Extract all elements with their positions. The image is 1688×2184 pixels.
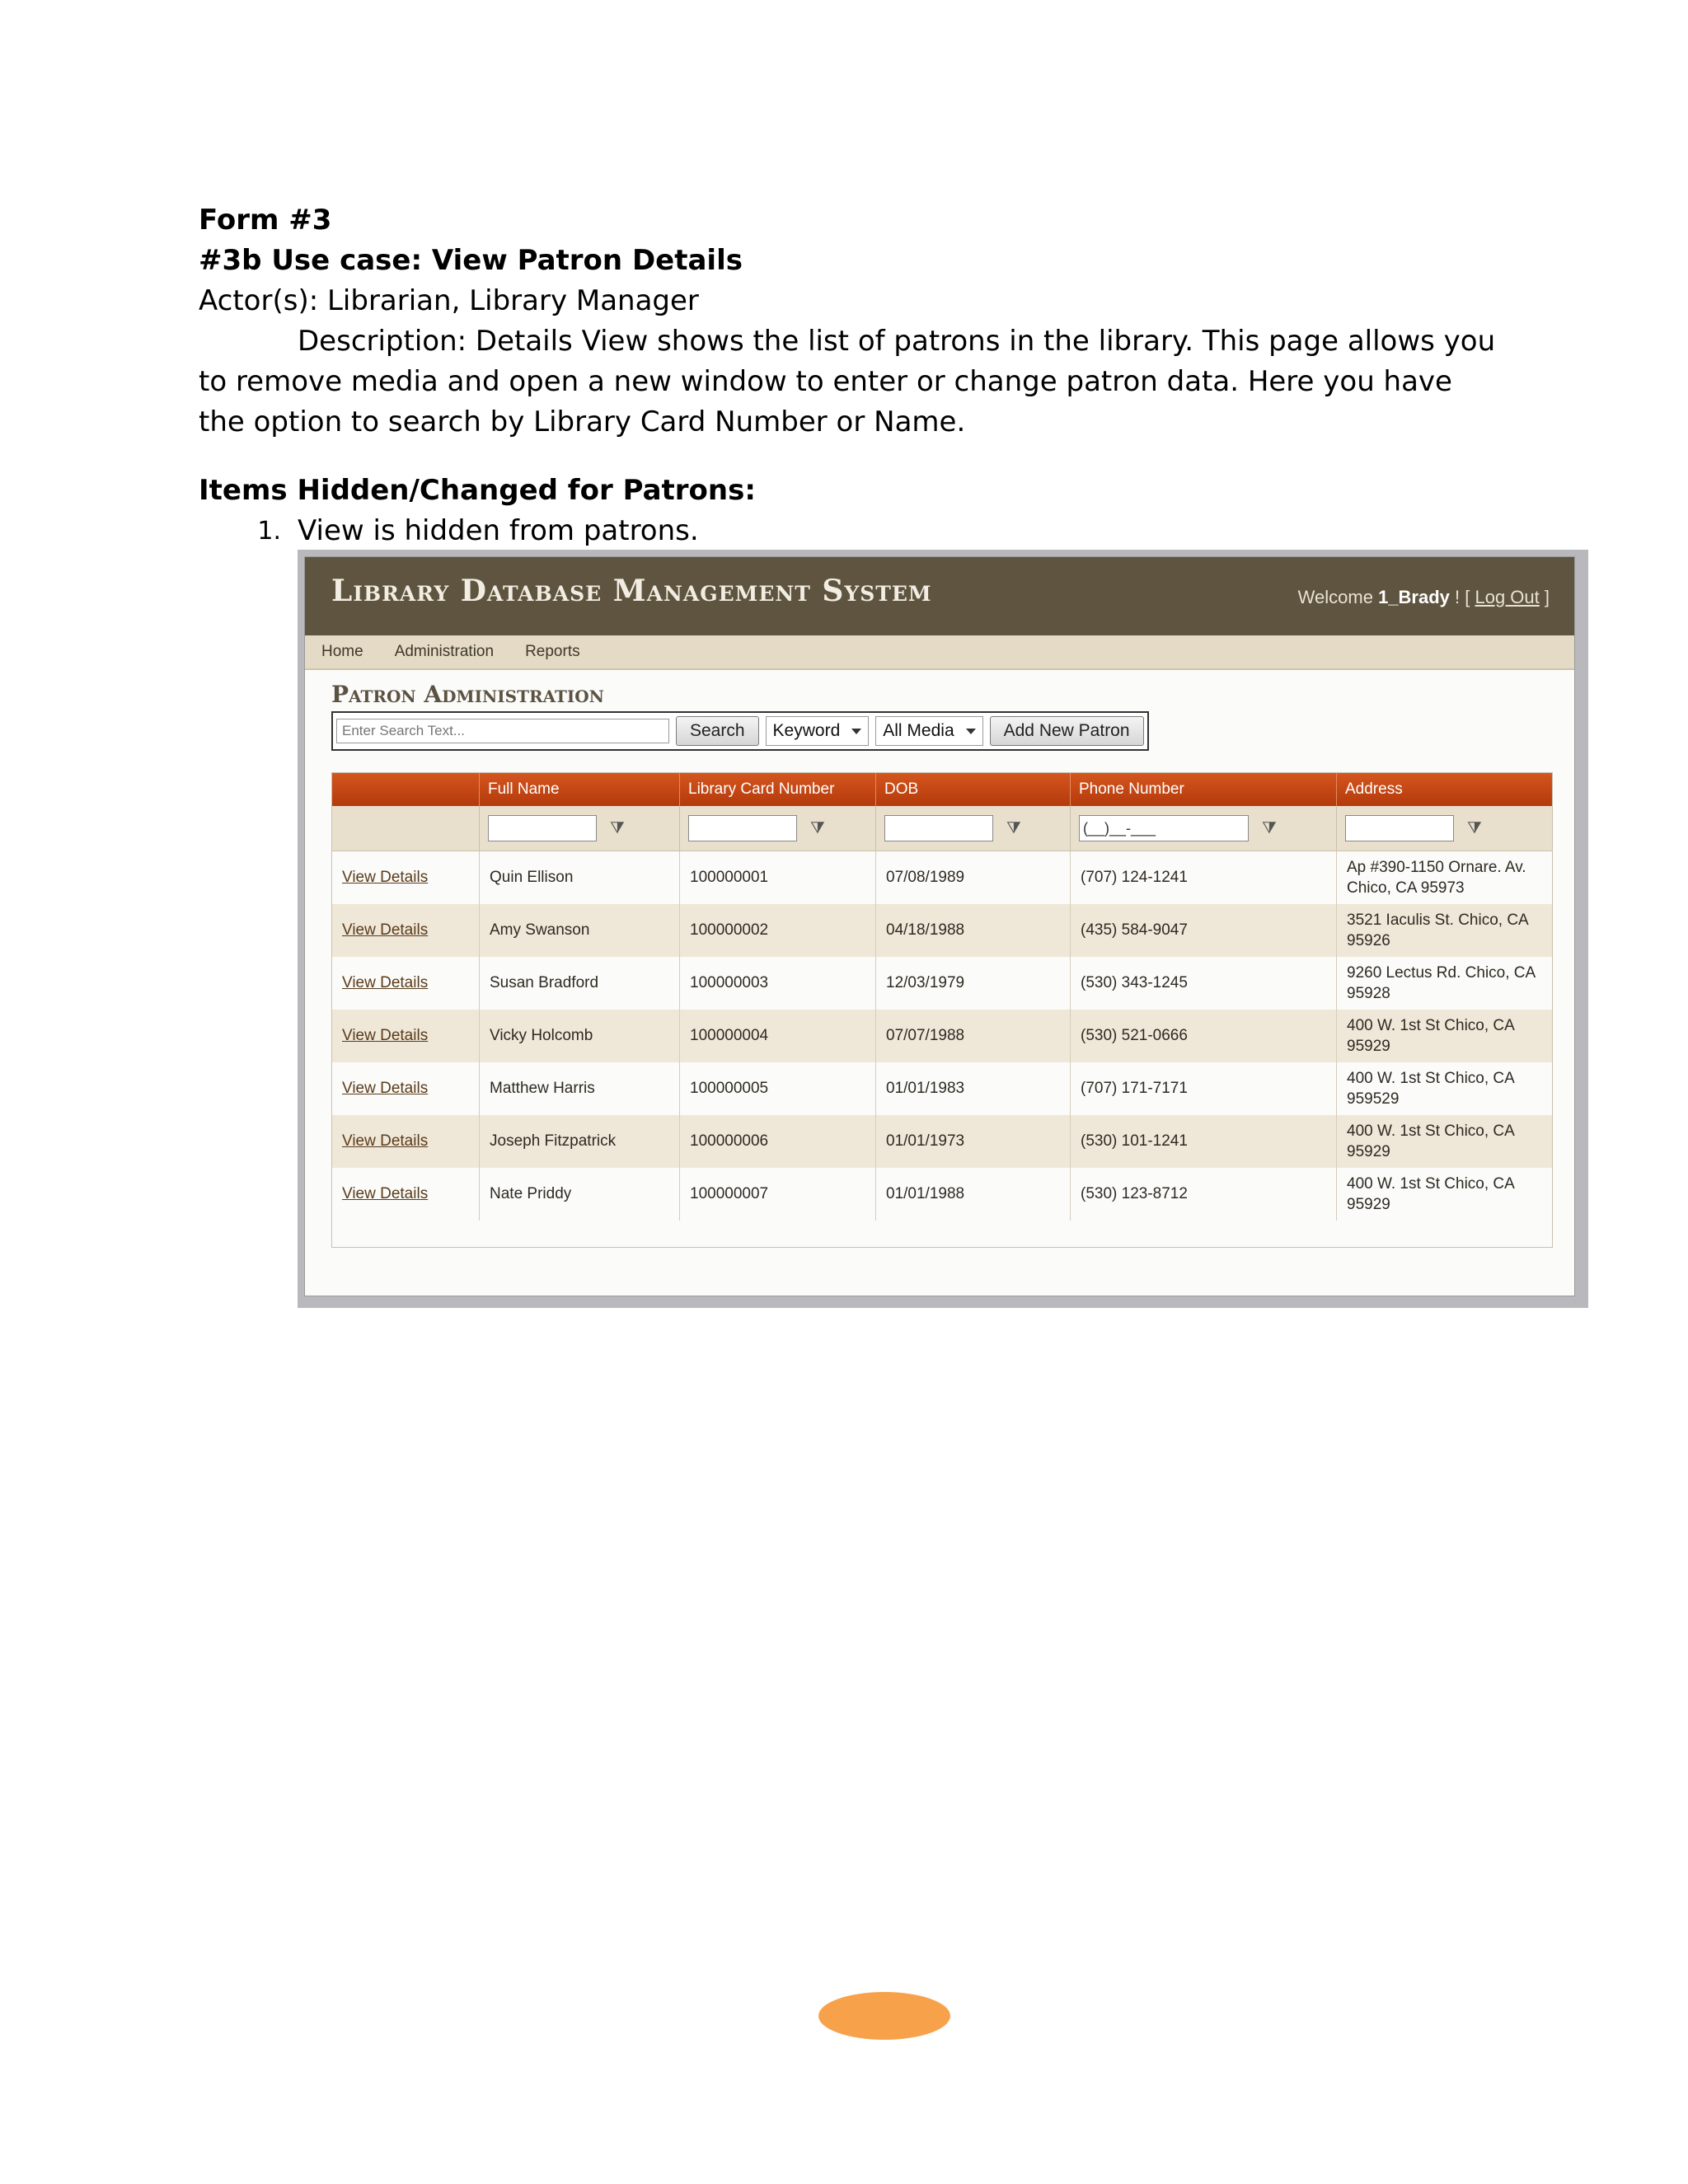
table-row <box>332 1010 1552 1062</box>
hidden-items-heading: Items Hidden/Changed for Patrons: <box>199 474 756 507</box>
page-number-badge <box>818 1992 950 2040</box>
cell-dob: 12/03/1979 <box>875 957 1070 1010</box>
cell-full-name: Quin Ellison <box>479 851 679 904</box>
filter-cell <box>1336 806 1552 851</box>
media-select[interactable] <box>875 716 982 746</box>
table-row <box>332 1115 1552 1168</box>
app-title: Library Database Management System <box>331 574 932 608</box>
table-row <box>332 904 1552 957</box>
column-header-card-number[interactable]: Library Card Number <box>679 773 875 806</box>
main-content <box>331 681 1551 1248</box>
cell-address: 3521 Iaculis St. Chico, CA 95926 <box>1336 904 1552 957</box>
cell-address: Ap #390-1150 Ornare. Av. Chico, CA 95973 <box>1336 851 1552 904</box>
add-new-patron-button[interactable]: Add New Patron <box>990 716 1144 746</box>
welcome-mid: ! [ <box>1449 587 1475 607</box>
view-details-link[interactable]: View Details <box>342 1132 429 1150</box>
filter-full-name-input[interactable] <box>488 815 597 841</box>
nav-administration[interactable]: Administration <box>394 643 495 660</box>
cell-phone: (530) 521-0666 <box>1070 1010 1336 1062</box>
filter-address-input[interactable] <box>1345 815 1454 841</box>
cell-card-number: 100000007 <box>679 1168 875 1221</box>
media-select-value: All Media <box>883 721 954 740</box>
welcome-message <box>1298 587 1550 608</box>
cell-phone: (530) 101-1241 <box>1070 1115 1336 1168</box>
cell-card-number: 100000001 <box>679 851 875 904</box>
keyword-select-value: Keyword <box>772 721 841 740</box>
cell-full-name: Susan Bradford <box>479 957 679 1010</box>
cell-full-name: Matthew Harris <box>479 1062 679 1115</box>
grid-header <box>332 773 1552 806</box>
cell-card-number: 100000006 <box>679 1115 875 1168</box>
actors-line: Actor(s): Librarian, Library Manager <box>199 284 699 317</box>
cell-phone: (530) 343-1245 <box>1070 957 1336 1010</box>
nav-bar <box>305 635 1574 670</box>
app-window <box>304 556 1575 1296</box>
column-header-phone[interactable]: Phone Number <box>1070 773 1336 806</box>
filter-icon[interactable]: ⧩ <box>610 818 625 837</box>
cell-dob: 07/07/1988 <box>875 1010 1070 1062</box>
filter-icon[interactable]: ⧩ <box>1467 818 1482 837</box>
view-details-link[interactable]: View Details <box>342 1080 429 1097</box>
search-button[interactable]: Search <box>676 716 759 746</box>
cell-card-number: 100000002 <box>679 904 875 957</box>
search-input[interactable] <box>336 719 669 743</box>
logout-link[interactable]: Log Out <box>1475 587 1540 607</box>
app-header <box>305 557 1574 635</box>
table-row <box>332 851 1552 904</box>
document-body <box>199 200 1501 551</box>
chevron-down-icon <box>851 729 861 734</box>
use-case-title: #3b Use case: View Patron Details <box>199 244 743 277</box>
cell-address: 400 W. 1st St Chico, CA 95929 <box>1336 1115 1552 1168</box>
filter-icon[interactable]: ⧩ <box>1262 818 1277 837</box>
chevron-down-icon <box>966 729 976 734</box>
cell-full-name: Nate Priddy <box>479 1168 679 1221</box>
cell-full-name: Joseph Fitzpatrick <box>479 1115 679 1168</box>
welcome-suffix: ] <box>1539 587 1550 607</box>
filter-dob-input[interactable] <box>884 815 993 841</box>
screenshot-frame <box>298 550 1588 1308</box>
filter-row <box>332 806 1552 851</box>
table-row <box>332 957 1552 1010</box>
filter-cell <box>679 806 875 851</box>
form-label: Form #3 <box>199 204 332 237</box>
filter-cell <box>1070 806 1336 851</box>
filter-phone-input[interactable]: (__)__-___ <box>1079 815 1249 841</box>
list-text: View is hidden from patrons. <box>298 514 699 547</box>
section-title: Patron Administration <box>331 681 604 708</box>
column-header-full-name[interactable]: Full Name <box>479 773 679 806</box>
cell-phone: (530) 123-8712 <box>1070 1168 1336 1221</box>
cell-dob: 01/01/1988 <box>875 1168 1070 1221</box>
filter-cell-empty <box>332 806 479 851</box>
nav-home[interactable]: Home <box>321 643 363 660</box>
cell-dob: 01/01/1983 <box>875 1062 1070 1115</box>
column-header-actions <box>332 773 479 806</box>
nav-reports[interactable]: Reports <box>525 643 580 660</box>
cell-phone: (707) 124-1241 <box>1070 851 1336 904</box>
filter-icon[interactable]: ⧩ <box>810 818 825 837</box>
welcome-prefix: Welcome <box>1297 587 1379 607</box>
column-header-dob[interactable]: DOB <box>875 773 1070 806</box>
view-details-link[interactable]: View Details <box>342 1027 429 1044</box>
grid-footer <box>332 1221 1552 1247</box>
cell-card-number: 100000003 <box>679 957 875 1010</box>
cell-full-name: Vicky Holcomb <box>479 1010 679 1062</box>
table-row <box>332 1168 1552 1221</box>
view-details-link[interactable]: View Details <box>342 869 429 886</box>
view-details-link[interactable]: View Details <box>342 921 429 939</box>
cell-address: 400 W. 1st St Chico, CA 959529 <box>1336 1062 1552 1115</box>
cell-phone: (435) 584-9047 <box>1070 904 1336 957</box>
cell-address: 9260 Lectus Rd. Chico, CA 95928 <box>1336 957 1552 1010</box>
list-item <box>199 511 1501 551</box>
username: 1_Brady <box>1378 587 1450 607</box>
cell-address: 400 W. 1st St Chico, CA 95929 <box>1336 1010 1552 1062</box>
cell-card-number: 100000004 <box>679 1010 875 1062</box>
patron-grid <box>331 772 1553 1248</box>
cell-card-number: 100000005 <box>679 1062 875 1115</box>
cell-dob: 07/08/1989 <box>875 851 1070 904</box>
description-paragraph: Description: Details View shows the list of patrons in the library. This page allows you to remove media and open a new window to enter or change patron data. Here you have the option to search by Library Card Number or Name. <box>199 325 1496 438</box>
cell-dob: 01/01/1973 <box>875 1115 1070 1168</box>
filter-card-number-input[interactable] <box>688 815 797 841</box>
view-details-link[interactable]: View Details <box>342 1185 429 1202</box>
search-bar <box>331 711 1149 751</box>
table-row <box>332 1062 1552 1115</box>
filter-cell <box>479 806 679 851</box>
filter-icon[interactable]: ⧩ <box>1006 818 1021 837</box>
list-number: 1. <box>257 517 281 546</box>
cell-address: 400 W. 1st St Chico, CA 95929 <box>1336 1168 1552 1221</box>
keyword-select[interactable] <box>766 716 870 746</box>
column-header-address[interactable]: Address <box>1336 773 1552 806</box>
filter-cell <box>875 806 1070 851</box>
cell-phone: (707) 171-7171 <box>1070 1062 1336 1115</box>
cell-full-name: Amy Swanson <box>479 904 679 957</box>
view-details-link[interactable]: View Details <box>342 974 429 991</box>
cell-dob: 04/18/1988 <box>875 904 1070 957</box>
